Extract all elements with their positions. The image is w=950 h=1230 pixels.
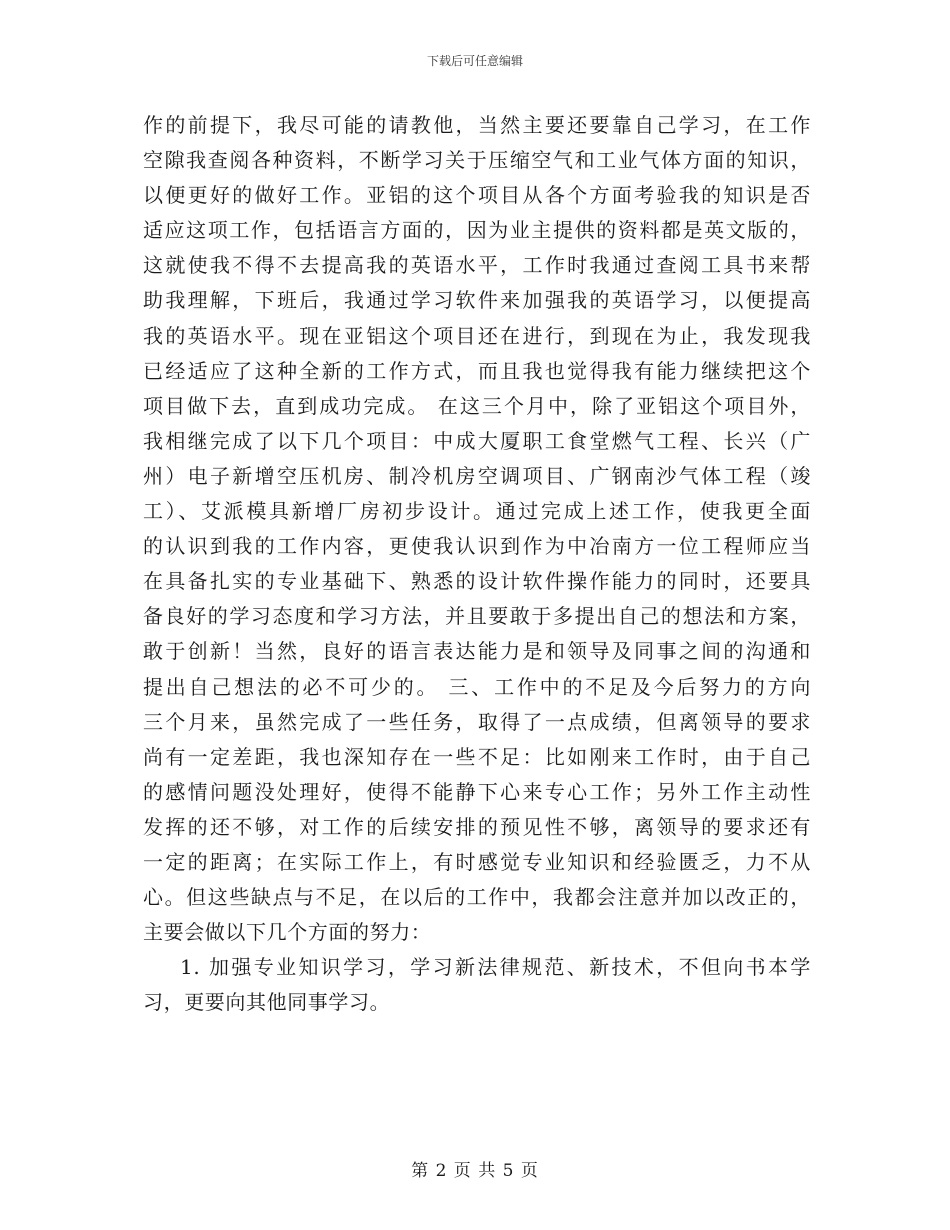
paragraph-line: 三个月来，虽然完成了一些任务，取得了一点成绩，但离领导的要求: [143, 709, 811, 734]
paragraph-line: 作的前提下，我尽可能的请教他，当然主要还要靠自己学习，在工作: [143, 113, 811, 137]
paragraph-line: 主要会做以下几个方面的努力：: [143, 920, 432, 945]
paragraph-line: 适应这项工作，包括语言方面的，因为业主提供的资料都是英文版的，: [143, 218, 811, 243]
paragraph-line: 发挥的还不够，对工作的后续安排的预见性不够，离领导的要求还有: [143, 814, 811, 839]
paragraph-line: 备良好的学习态度和学习方法，并且要敢于多提出自己的想法和方案，: [143, 604, 811, 629]
paragraph-line: 以便更好的做好工作。亚铝的这个项目从各个方面考验我的知识是否: [143, 183, 811, 208]
page-header: 下载后可任意编辑: [426, 54, 523, 68]
paragraph-line: 心。但这些缺点与不足，在以后的工作中，我都会注意并加以改正的，: [143, 885, 811, 910]
document-body: [143, 108, 811, 1020]
paragraph-line: 的认识到我的工作内容，更使我认识到作为中冶南方一位工程师应当: [143, 534, 811, 559]
paragraph-line: 这就使我不得不去提高我的英语水平，工作时我通过查阅工具书来帮: [143, 253, 811, 278]
paragraph-line: 我相继完成了以下几个项目：中成大厦职工食堂燃气工程、长兴（广: [143, 428, 811, 453]
paragraph-line: 空隙我查阅各种资料，不断学习关于压缩空气和工业气体方面的知识，: [143, 148, 811, 173]
list-item-line: 习，更要向其他同事学习。: [143, 990, 391, 1015]
paragraph-line: 一定的距离；在实际工作上，有时感觉专业知识和经验匮乏，力不从: [143, 849, 811, 874]
paragraph-line: 助我理解，下班后，我通过学习软件来加强我的英语学习，以便提高: [143, 288, 811, 313]
page-number: 第 2 页 共 5 页: [411, 1161, 539, 1181]
paragraph-line: 敢于创新！当然，良好的语言表达能力是和领导及同事之间的沟通和: [143, 639, 811, 664]
paragraph-line: 的感情问题没处理好，使得不能静下心来专心工作；另外工作主动性: [143, 779, 811, 804]
paragraph-line: 我的英语水平。现在亚铝这个项目还在进行，到现在为止，我发现我: [143, 323, 811, 348]
paragraph-line: 在具备扎实的专业基础下、熟悉的设计软件操作能力的同时，还要具: [143, 569, 811, 594]
paragraph-line: 州）电子新增空压机房、制冷机房空调项目、广钢南沙气体工程（竣: [143, 463, 811, 488]
paragraph-line: 项目做下去，直到成功完成。 在这三个月中，除了亚铝这个项目外，: [143, 393, 811, 418]
paragraph-line: 提出自己想法的必不可少的。 三、工作中的不足及今后努力的方向: [143, 674, 811, 699]
list-item-line: 1. 加强专业知识学习，学习新法律规范、新技术，不但向书本学: [180, 955, 811, 980]
paragraph-line: 工）、艾派模具新增厂房初步设计。通过完成上述工作，使我更全面: [143, 499, 811, 524]
paragraph-line: 尚有一定差距，我也深知存在一些不足：比如刚来工作时，由于自己: [143, 744, 811, 769]
paragraph-line: 已经适应了这种全新的工作方式，而且我也觉得我有能力继续把这个: [143, 358, 811, 383]
